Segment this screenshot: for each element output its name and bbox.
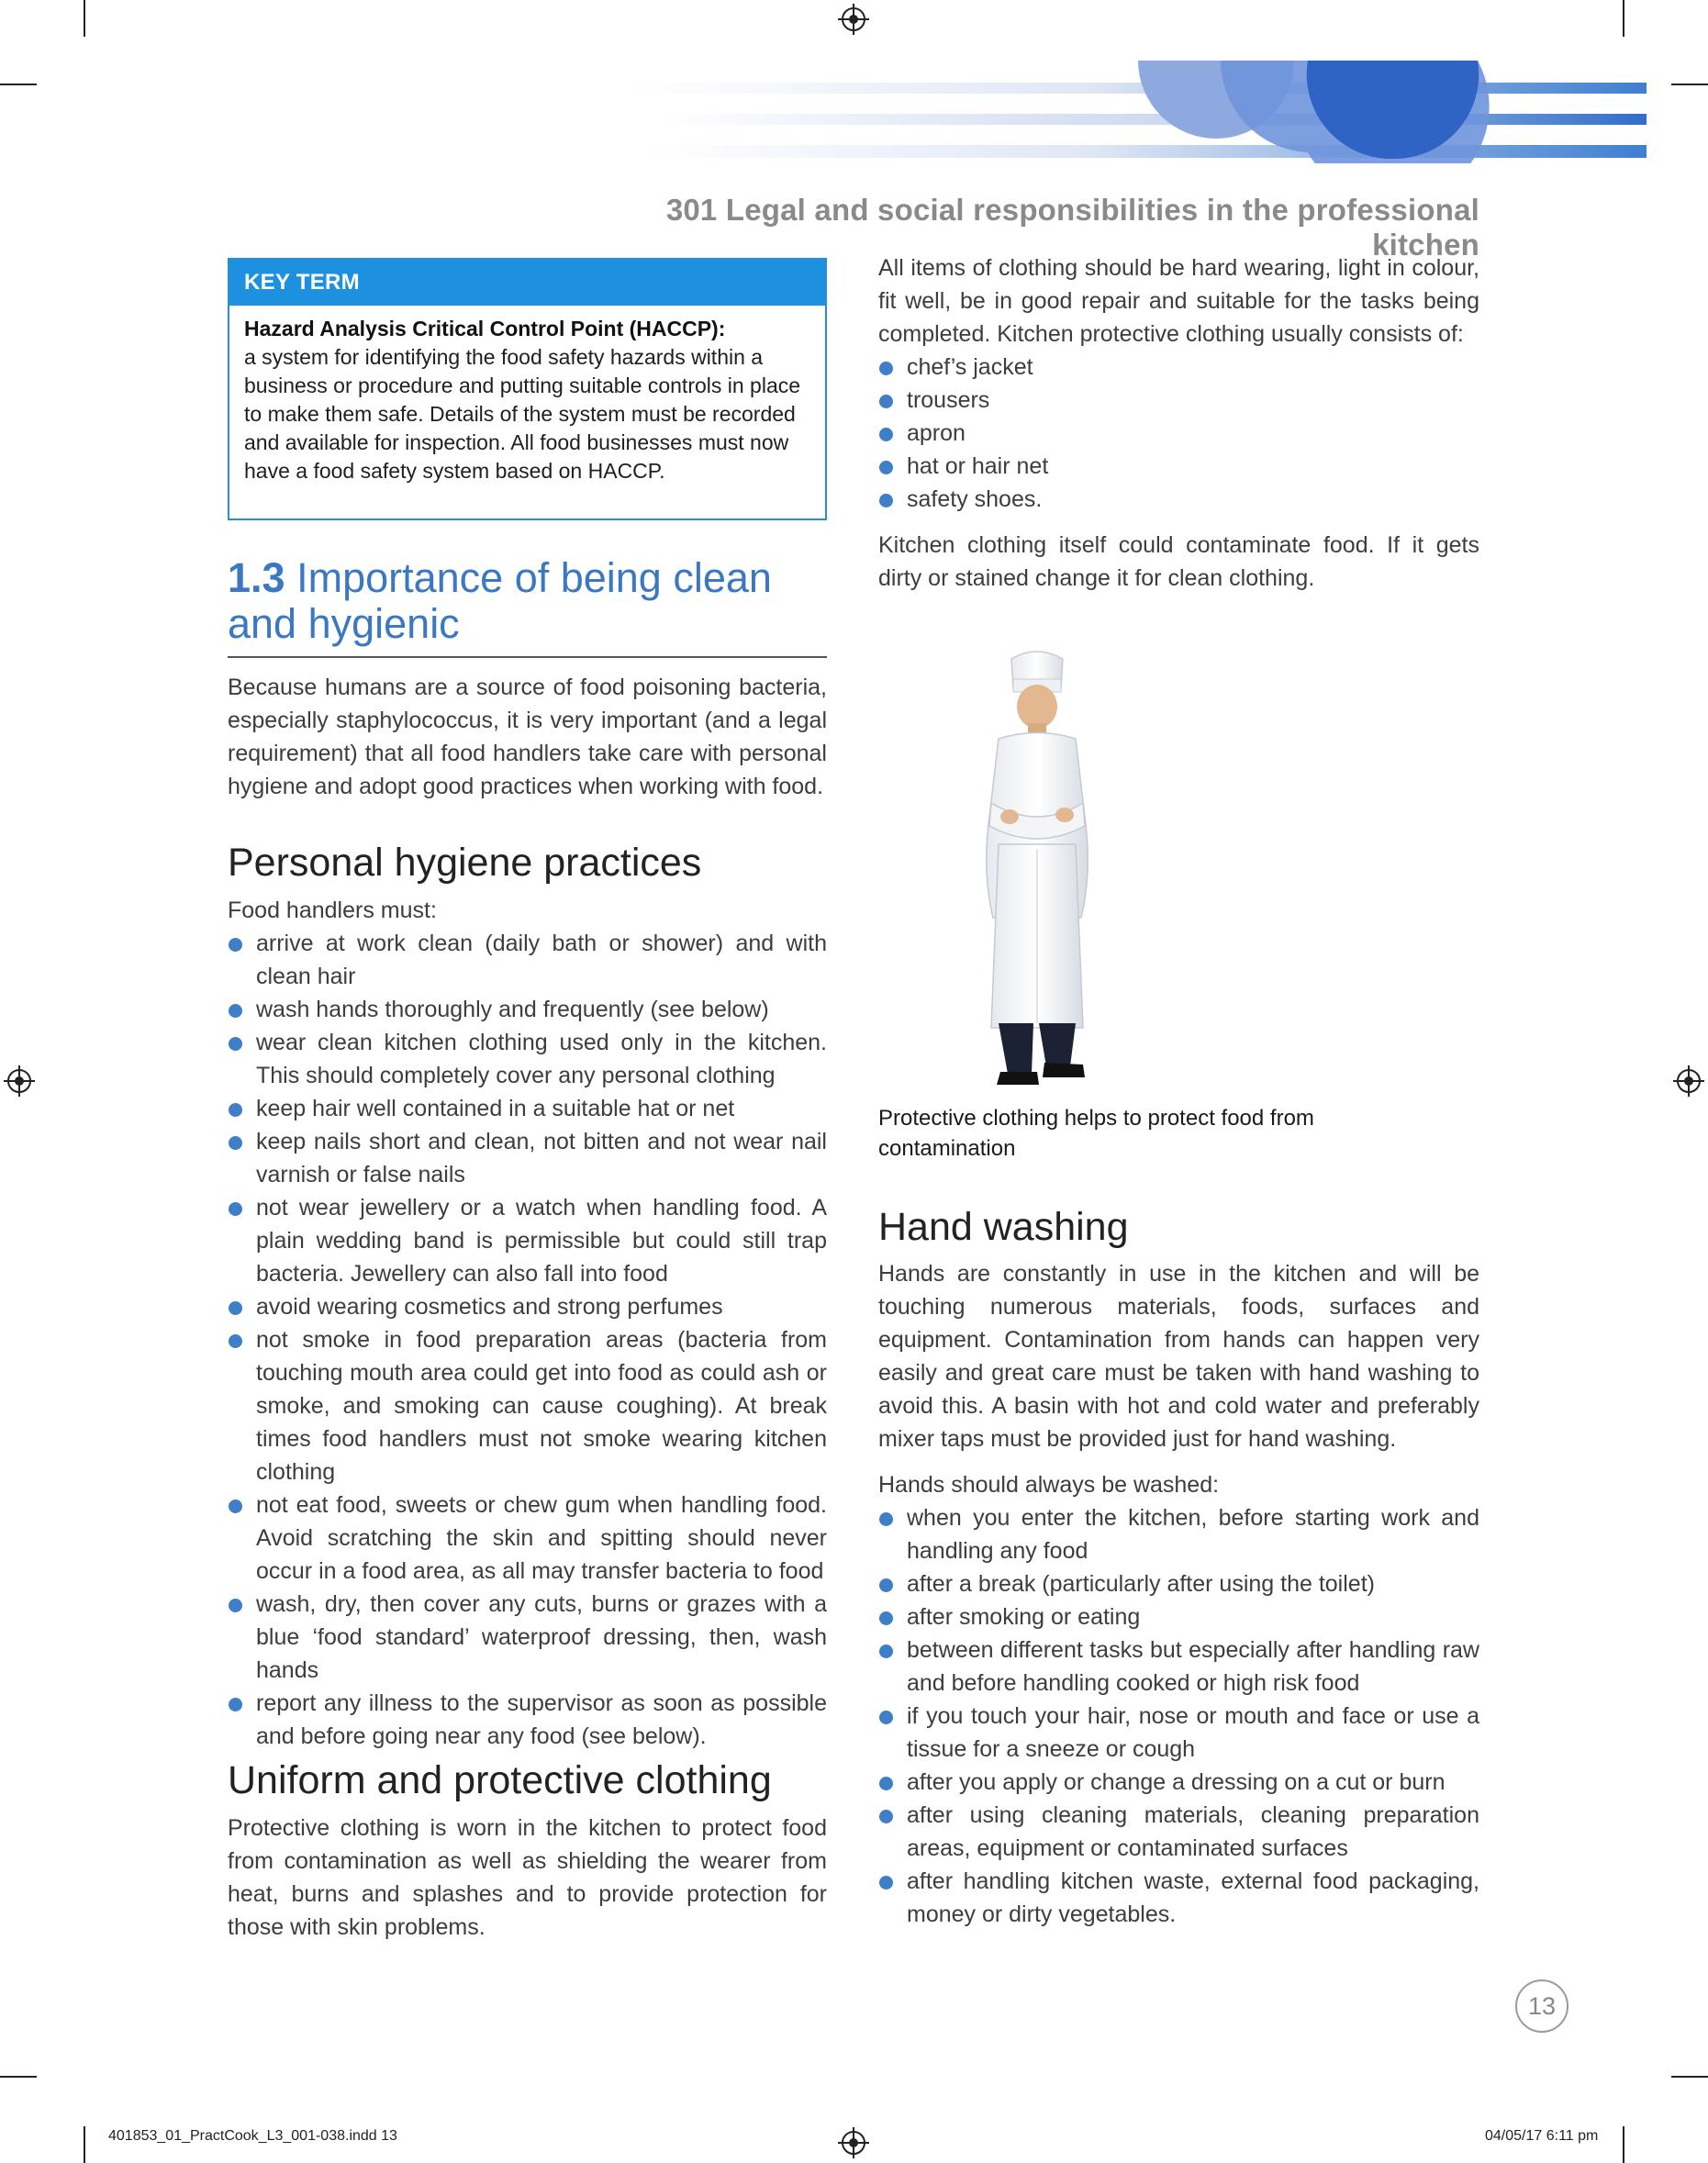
hand-washing-block (878, 1257, 1479, 1931)
list-item: wash, dry, then cover any cuts, burns or grazes with a blue ‘food standard’ waterproof dressing, then, wash hands (228, 1588, 827, 1687)
registration-mark-icon (842, 2131, 865, 2155)
registration-mark-icon (7, 1069, 31, 1093)
crop-mark (1671, 2076, 1708, 2078)
crop-mark (84, 2126, 85, 2163)
key-term-box (228, 258, 827, 520)
list-item: when you enter the kitchen, before starting work and handling any food (878, 1501, 1479, 1567)
hand-washing-list (878, 1501, 1479, 1931)
slug-file-name: 401853_01_PractCook_L3_001-038.indd 13 (108, 2128, 397, 2144)
list-item: avoid wearing cosmetics and strong perfumes (228, 1290, 827, 1323)
chef-photo (954, 642, 1147, 1092)
slug-date: 04/05/17 6:11 pm (1485, 2128, 1599, 2144)
list-item: after using cleaning materials, cleaning preparation areas, equipment or contaminated surfaces (878, 1799, 1479, 1865)
key-term-definition: a system for identifying the food safety hazards within a business or procedure and putting suitable controls in place to make them safe. Details of the system must be recorded and available for inspection. All food businesses must now have a food safety system based on HACCP. (244, 345, 801, 483)
personal-hygiene-block (228, 894, 827, 1753)
crop-mark (1623, 2126, 1624, 2163)
crop-mark (1623, 0, 1624, 37)
list-item: report any illness to the supervisor as soon as possible and before going near any food (see below). (228, 1687, 827, 1753)
list-item: hat or hair net (878, 450, 1479, 483)
section-intro: Because humans are a source of food poisoning bacteria, especially staphylococcus, it is very important (and a legal requirement) that all food handlers take care with personal hygiene and adopt good practices when working with food. (228, 675, 827, 799)
section-title (228, 555, 827, 647)
key-term-body (229, 306, 825, 485)
personal-hygiene-list (228, 927, 827, 1753)
uniform-heading: Uniform and protective clothing (228, 1758, 772, 1802)
page-number: 13 (1515, 1979, 1568, 2033)
list-item: trousers (878, 384, 1479, 417)
list-item: wear clean kitchen clothing used only in the kitchen. This should completely cover any personal clothing (228, 1026, 827, 1092)
crop-mark (84, 0, 85, 37)
clothing-intro: All items of clothing should be hard wearing, light in colour, fit well, be in good repair and suitable for the tasks being completed. Kitchen protective clothing usually consists of: (878, 255, 1479, 347)
running-head: 301 Legal and social responsibilities in the professional kitchen (665, 193, 1479, 262)
list-item: not wear jewellery or a watch when handling food. A plain wedding band is permissible but could still trap bacteria. Jewellery can also fall into food (228, 1191, 827, 1290)
list-item: wash hands thoroughly and frequently (see below) (228, 993, 827, 1026)
hand-washing-text: Hands are constantly in use in the kitchen and will be touching numerous materials, foods, surfaces and equipment. Contamination from hands can happen very easily and great care must be taken with hand washing to avoid this. A basin with hot and cold water and preferably mixer taps must be provided just for hand washing. (878, 1261, 1479, 1452)
crop-mark (0, 84, 37, 85)
list-item: not eat food, sweets or chew gum when handling food. Avoid scratching the skin and spitting should never occur in a food area, as all may transfer bacteria to food (228, 1488, 827, 1588)
list-item: after a break (particularly after using the toilet) (878, 1567, 1479, 1600)
personal-hygiene-lead: Food handlers must: (228, 898, 437, 923)
list-item: if you touch your hair, nose or mouth and face or use a tissue for a sneeze or cough (878, 1700, 1479, 1766)
header-decoration (633, 61, 1647, 163)
hand-washing-heading: Hand washing (878, 1205, 1129, 1249)
clothing-list (878, 351, 1479, 516)
hand-washing-lead: Hands should always be washed: (878, 1472, 1220, 1498)
section-intro-block (228, 671, 827, 803)
list-item: keep hair well contained in a suitable hat or net (228, 1092, 827, 1125)
registration-mark-icon (1677, 1069, 1701, 1093)
figure-caption: Protective clothing helps to protect food from contamination (878, 1106, 1314, 1161)
list-item: after handling kitchen waste, external food packaging, money or dirty vegetables. (878, 1865, 1479, 1931)
list-item: keep nails short and clean, not bitten and not wear nail varnish or false nails (228, 1125, 827, 1191)
crop-mark (0, 2076, 37, 2078)
registration-mark-icon (842, 7, 865, 31)
crop-mark (1671, 84, 1708, 85)
section-title-text: Importance of being clean and hygienic (228, 554, 772, 647)
list-item: after smoking or eating (878, 1600, 1479, 1633)
uniform-block (228, 1812, 827, 1944)
section-number: 1.3 (228, 554, 285, 601)
list-item: between different tasks but especially after handling raw and before handling cooked or high risk food (878, 1633, 1479, 1700)
clothing-block (878, 251, 1479, 595)
list-item: not smoke in food preparation areas (bacteria from touching mouth area could get into food as could ash or smoke, and smoking can cause coughing). At break times food handlers must not smoke wearing kitchen clothing (228, 1323, 827, 1488)
key-term-term: Hazard Analysis Critical Control Point (HACCP): (244, 317, 726, 340)
uniform-text: Protective clothing is worn in the kitchen to protect food from contamination as well as shielding the wearer from heat, burns and splashes and to provide protection for those with skin problems. (228, 1815, 827, 1940)
personal-hygiene-heading: Personal hygiene practices (228, 841, 702, 885)
key-term-heading: KEY TERM (229, 260, 825, 306)
list-item: safety shoes. (878, 483, 1479, 516)
list-item: chef’s jacket (878, 351, 1479, 384)
list-item: after you apply or change a dressing on a cut or burn (878, 1766, 1479, 1799)
list-item: arrive at work clean (daily bath or shower) and with clean hair (228, 927, 827, 993)
section-rule (228, 656, 827, 658)
list-item: apron (878, 417, 1479, 450)
clothing-note: Kitchen clothing itself could contaminate food. If it gets dirty or stained change it for clean clothing. (878, 532, 1479, 591)
